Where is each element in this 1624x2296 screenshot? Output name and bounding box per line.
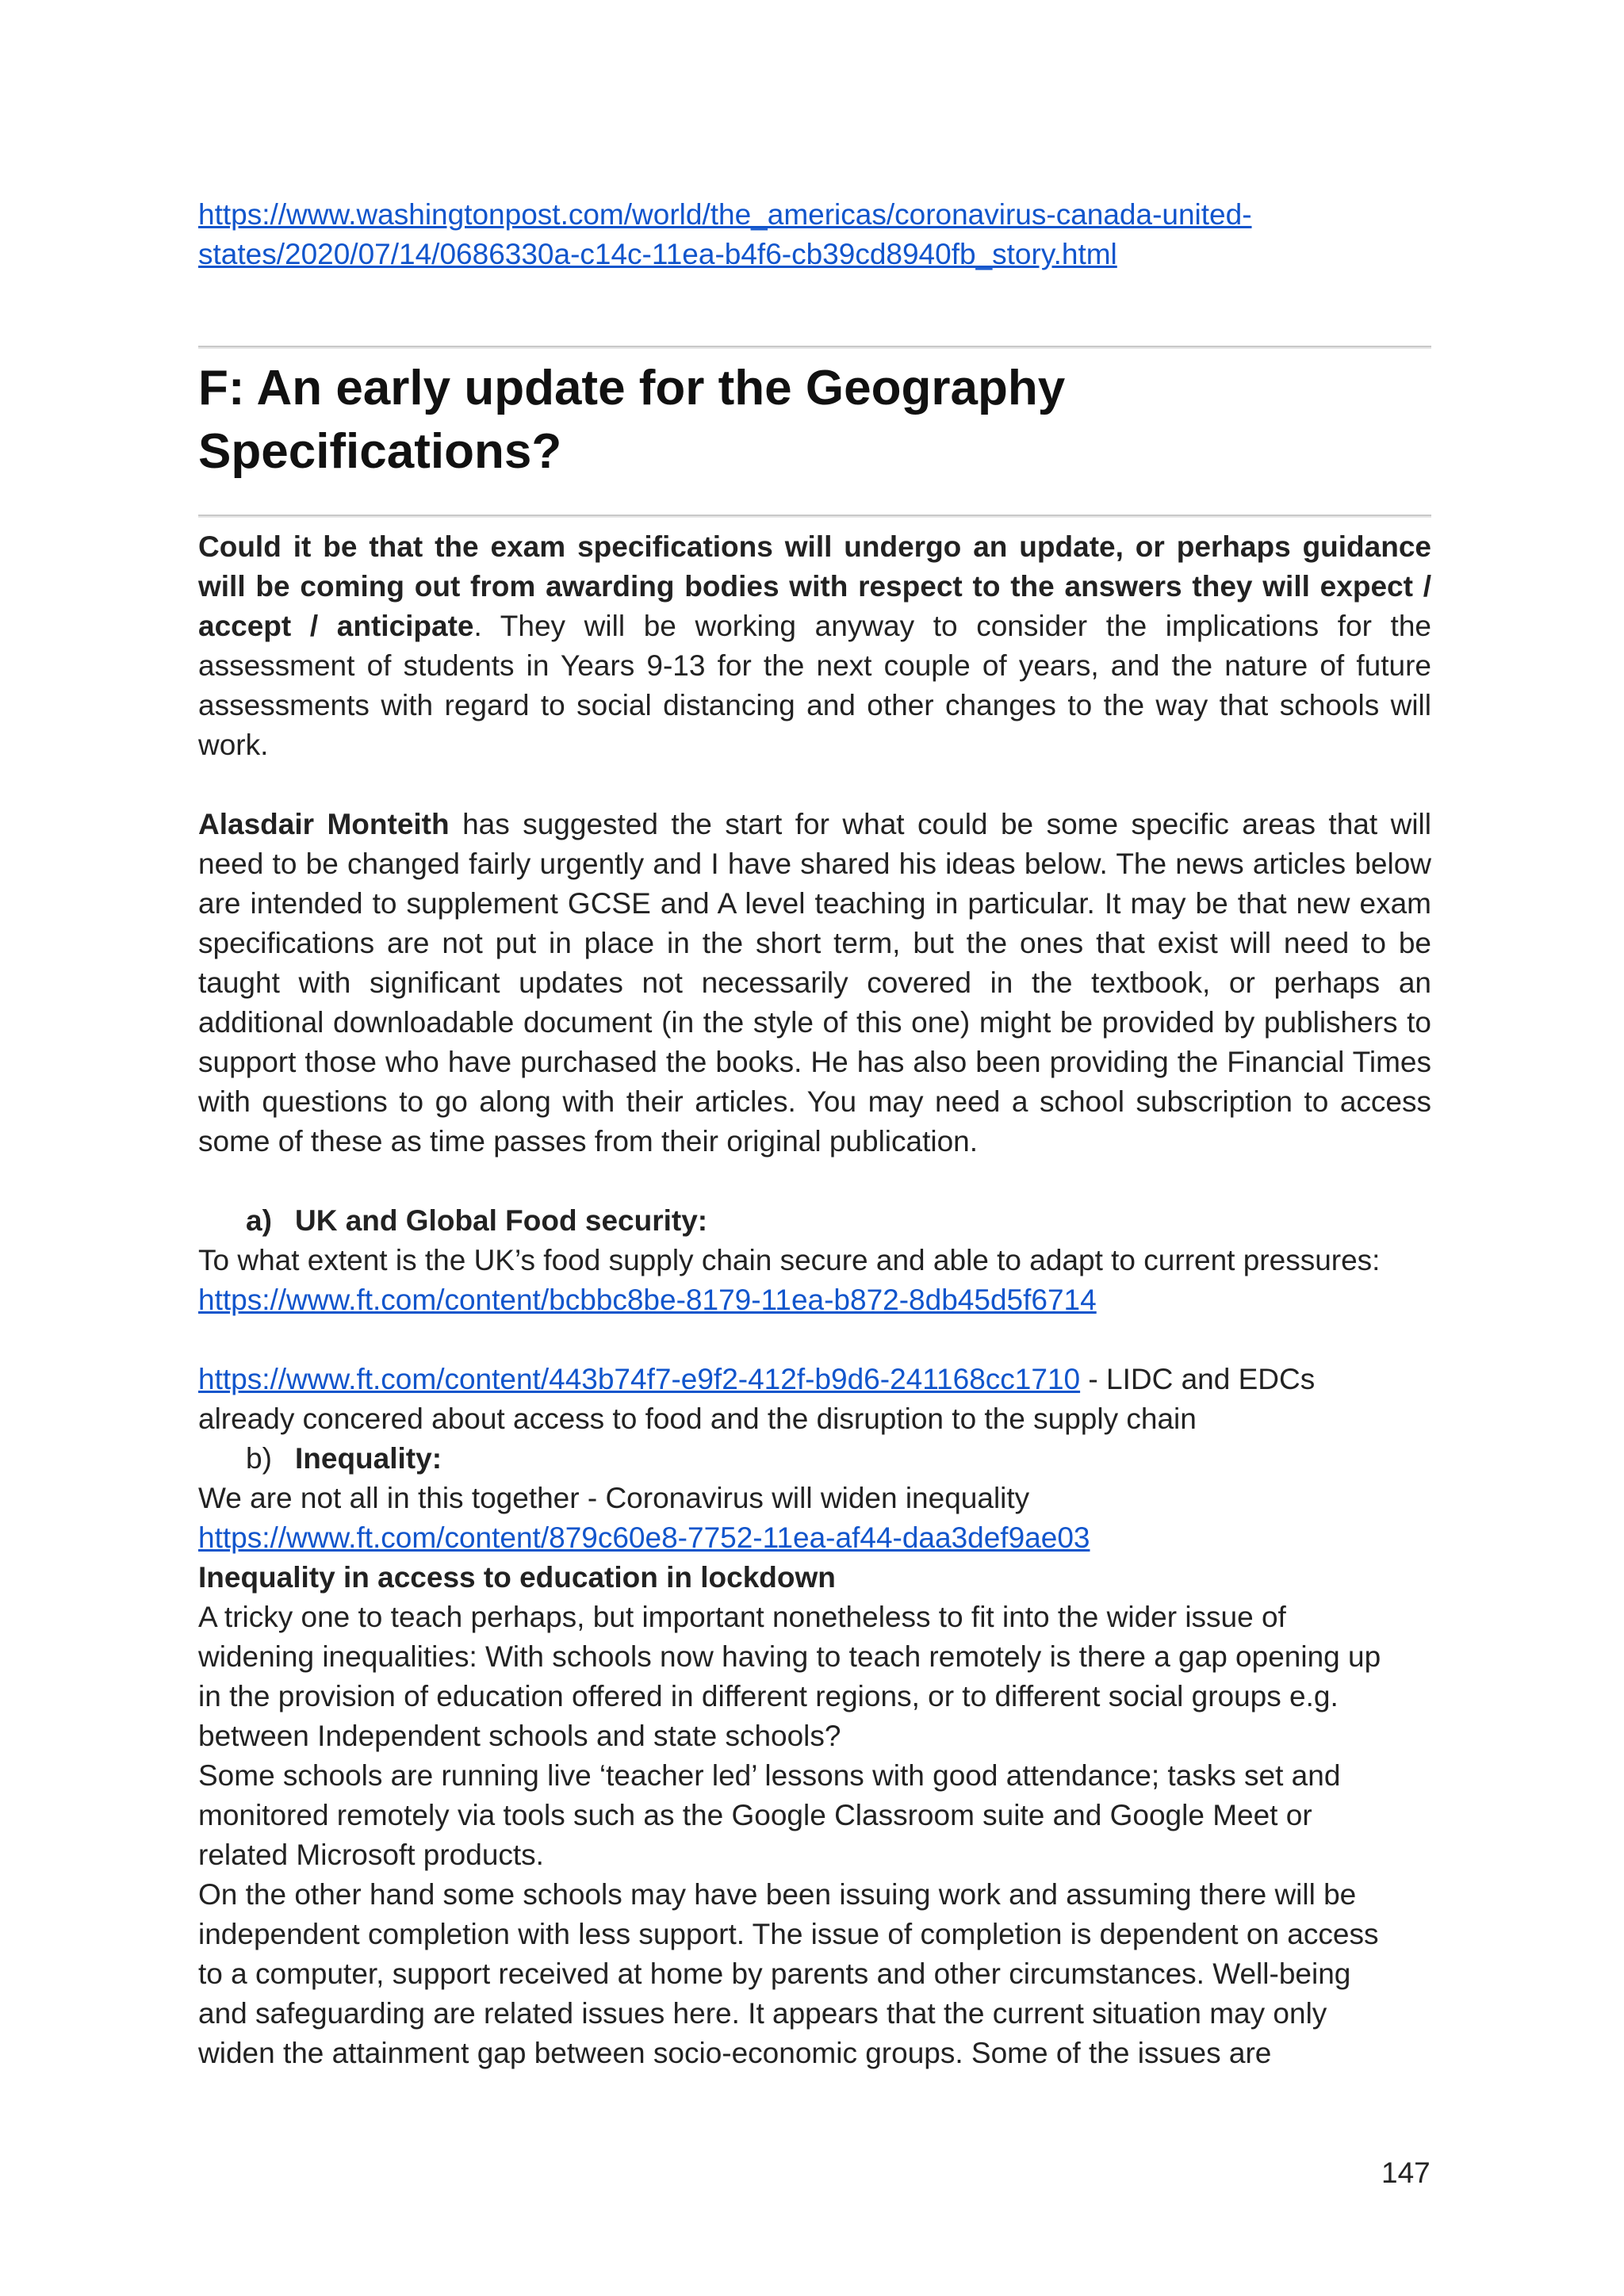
intro-text: . They will be working anyway to consider the implications for the assessment of students in Years 9-13 for the next couple of years, and the nature of future assessments with regard to social distancing and other changes to the way that schools will work. <box>198 610 1431 761</box>
education-text-line: widening inequalities: With schools now having to teach remotely is there a gap opening up <box>198 1640 1381 1673</box>
section-b-line: We are not all in this together - Coronavirus will widen inequality <box>198 1482 1030 1514</box>
education-text-line: Some schools are running live ‘teacher led’ lessons with good attendance; tasks set and <box>198 1759 1341 1792</box>
education-text-line: independent completion with less support. The issue of completion is dependent on access <box>198 1918 1379 1950</box>
education-text-line: and safeguarding are related issues here. It appears that the current situation may only <box>198 1997 1327 2030</box>
section-heading <box>198 357 1431 484</box>
section-a-question: To what extent is the UK’s food supply chain secure and able to adapt to current pressures: <box>198 1244 1381 1276</box>
monteith-text: has suggested the start for what could be some specific areas that will need to be changed fairly urgently and I have shared his ideas below. The news articles below are intended to supplement GCSE and A level teaching in particular. It may be that new exam specifications are not put in place in the short term, but the ones that exist will need to be taught with significant updates not necessarily covered in the textbook, or perhaps an additional downloadable document (in the style of this one) might be provided by publishers to support those who have purchased the books. He has also been providing the Financial Times with questions to go along with their articles. You may need a school subscription to access some of these as time passes from their original publication. <box>198 808 1431 1158</box>
washington-post-link-block <box>198 195 1252 274</box>
ft-food-link-1[interactable]: https://www.ft.com/content/bcbbc8be-8179-11ea-b872-8db45d5f6714 <box>198 1284 1097 1316</box>
section-a-label: a) <box>246 1204 272 1237</box>
section-b-heading <box>198 1439 1431 1479</box>
education-text-line: monitored remotely via tools such as the Google Classroom suite and Google Meet or <box>198 1799 1312 1831</box>
intro-bold-text: Could it be that the exam specifications will undergo an update, or perhaps guidance will be coming out from awarding bodies with respect to the answers they will expect / accept / anticipate <box>198 530 1431 642</box>
education-subheading: Inequality in access to education in lockdown <box>198 1561 836 1594</box>
education-text-line: widen the attainment gap between socio-economic groups. Some of the issues are <box>198 2037 1272 2069</box>
link-line-2: states/2020/07/14/0686330a-c14c-11ea-b4f6-cb39cd8940fb_story.html <box>198 238 1117 270</box>
ft-inequality-link[interactable]: https://www.ft.com/content/879c60e8-7752-11ea-af44-daa3def9ae03 <box>198 1521 1090 1554</box>
link-line-1: https://www.washingtonpost.com/world/the_americas/coronavirus-canada-united- <box>198 198 1252 231</box>
author-name: Alasdair Monteith <box>198 808 450 840</box>
heading-line-2: Specifications? <box>198 424 562 479</box>
intro-paragraph <box>198 527 1431 765</box>
heading-rule-top <box>198 346 1431 349</box>
ft-food-link-2[interactable]: https://www.ft.com/content/443b74f7-e9f2-412f-b9d6-241168cc1710 <box>198 1363 1081 1395</box>
section-a-title: UK and Global Food security: <box>295 1204 708 1237</box>
washington-post-link[interactable] <box>198 195 1252 274</box>
education-text-line: On the other hand some schools may have been issuing work and assuming there will be <box>198 1878 1357 1911</box>
heading-rule-bottom <box>198 515 1431 518</box>
section-a-heading <box>198 1201 1431 1241</box>
section-b-label: b) <box>246 1442 272 1475</box>
heading-line-1: F: An early update for the Geography <box>198 361 1066 415</box>
education-text-line: A tricky one to teach perhaps, but important nonetheless to fit into the wider issue of <box>198 1601 1286 1633</box>
education-text-line: in the provision of education offered in different regions, or to different social groups e.g. <box>198 1680 1339 1712</box>
section-a-note: already concered about access to food and the disruption to the supply chain <box>198 1402 1197 1435</box>
section-b-title: Inequality: <box>295 1442 442 1475</box>
ft-food-link-2-suffix: - LIDC and EDCs <box>1080 1363 1316 1395</box>
education-text-line: between Independent schools and state schools? <box>198 1720 841 1752</box>
monteith-paragraph <box>198 805 1431 1161</box>
blank-line <box>198 1320 1431 1360</box>
education-text-line: to a computer, support received at home by parents and other circumstances. Well-being <box>198 1957 1351 1990</box>
page-number: 147 <box>1381 2156 1431 2189</box>
sections-block <box>198 1201 1431 2073</box>
education-text-line: related Microsoft products. <box>198 1839 544 1871</box>
